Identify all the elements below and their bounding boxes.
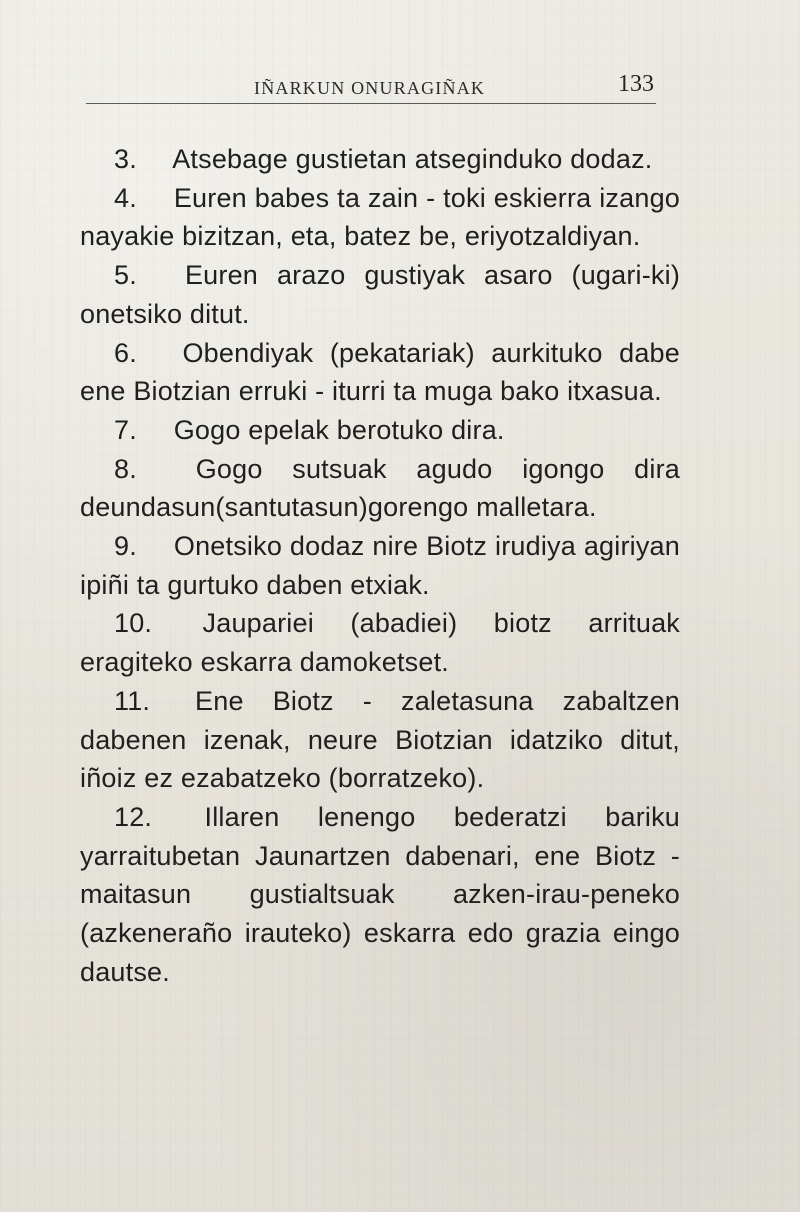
paragraph-text: Gogo epelak berotuko dira. [173,414,505,445]
paragraph [80,334,680,411]
paragraph-number: 4. [114,182,137,213]
paragraph-number: 10. [114,608,153,639]
paragraph-number: 12. [114,801,153,832]
paragraph-number: 3. [114,144,137,174]
paragraph [80,604,680,681]
paragraph-number: 6. [114,337,137,368]
paragraph-number: 11. [114,685,151,716]
paragraph-text: Illaren lenengo bederatzi bariku yarraitubetan Jaunartzen dabenari, ene Biotz - maitasun gustialtsuak azken-irau-peneko (azkeneraño irauteko) eskarra edo grazia eingo dautse. [80,801,681,987]
page-header [86,70,656,104]
page-number: 133 [618,71,654,97]
paragraph [80,682,680,798]
paragraph-text: Atsebage gustietan atseginduko dodaz. [172,144,653,174]
paragraph-text: Onetsiko dodaz nire Biotz irudiya agiriyan ipiñi ta gurtuko daben etxiak. [80,531,680,600]
paragraph-text: Ene Biotz - zaletasuna zabaltzen dabenen izenak, neure Biotzian idatziko ditut, iñoiz ez ezabatzeko (borratzeko). [80,685,681,794]
paragraph [80,411,680,450]
paragraph-text: Euren arazo gustiyak asaro (ugari-ki) onetsiko ditut. [80,260,681,329]
paragraph-text: Euren babes ta zain - toki eskierra izango nayakie bizitzan, eta, batez be, eriyotzaldiyan. [80,182,680,252]
paragraph [80,450,680,527]
paragraph-number: 8. [114,453,137,484]
paragraph-text: Gogo sutsuak agudo igongo dira deundasun(santutasun)gorengo malletara. [80,453,680,523]
paragraph [80,256,680,333]
running-head: IÑARKUN ONURAGIÑAK [254,78,486,98]
header-rule [86,103,656,104]
paragraph [80,527,680,604]
paragraph-number: 7. [114,414,137,445]
paragraph-number: 9. [114,531,137,562]
paragraph [80,179,680,256]
paragraph [80,140,680,179]
paragraph-text: Obendiyak (pekatariak) aurkituko dabe ene Biotzian erruki - iturri ta muga bako itxasua. [80,337,680,407]
paragraph-number: 5. [114,260,137,291]
body-text [80,140,680,991]
paragraph [80,798,680,992]
paragraph-text: Jaupariei (abadiei) biotz arrituak eragiteko eskarra damoketset. [80,608,681,678]
